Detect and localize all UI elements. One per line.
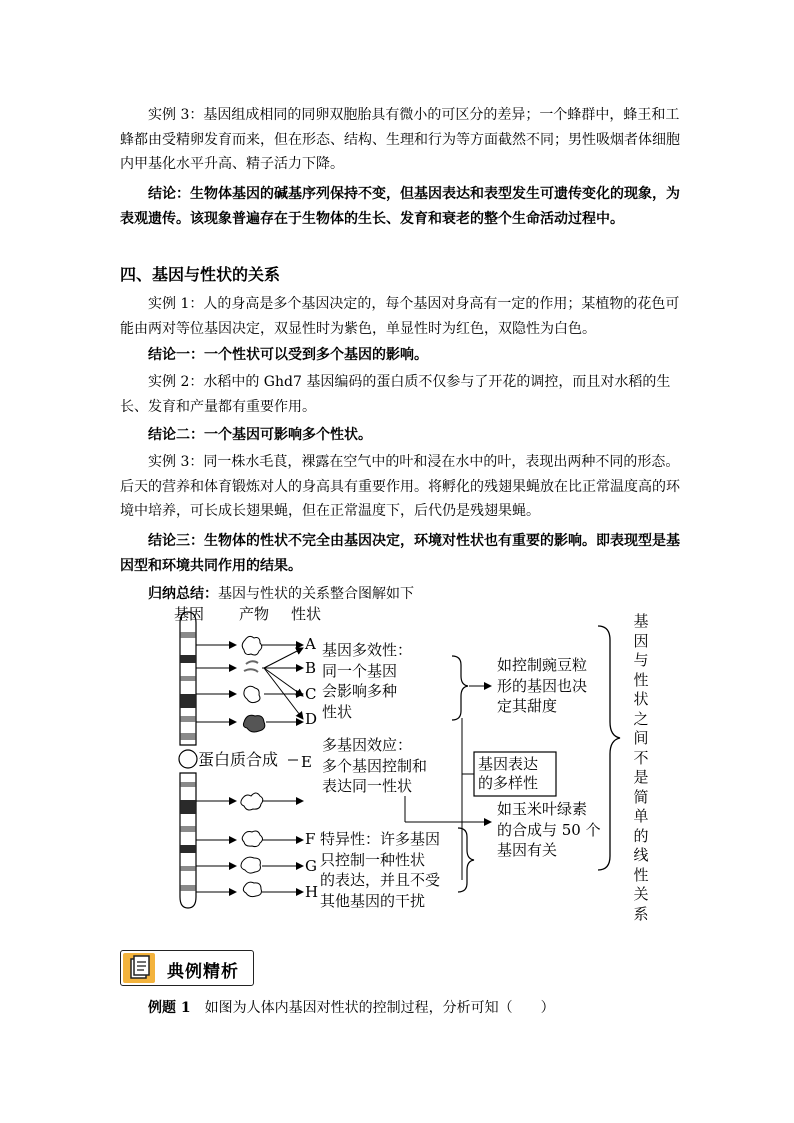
vchar: 间 xyxy=(633,729,649,747)
polygenic-text xyxy=(322,735,427,797)
conclusion-1: 结论一：一个性状可以受到多个基因的影响。 xyxy=(148,347,428,363)
protein-1 xyxy=(242,636,262,655)
trait-label-h: H xyxy=(305,883,319,901)
polygenic-line: 多个基因控制和 xyxy=(322,756,428,775)
corn-line: 如玉米叶绿素 xyxy=(497,800,588,818)
col-header-gene: 基因 xyxy=(174,605,205,623)
pleiotropy-line: 性状 xyxy=(322,702,353,721)
protein-6 xyxy=(242,831,262,847)
vchar: 因 xyxy=(633,631,649,650)
col-header-trait: 性状 xyxy=(291,605,322,623)
specificity-bracket xyxy=(458,828,474,892)
vchar: 线 xyxy=(633,846,649,864)
corn-example-text xyxy=(497,799,601,861)
expression-diversity-text xyxy=(478,755,538,793)
protein-7 xyxy=(241,857,260,873)
pleiotropy-line: 会影响多种 xyxy=(322,682,398,700)
vchar: 基 xyxy=(633,612,649,630)
conclusion-2: 结论二：一个基因可影响多个性状。 xyxy=(148,427,372,443)
pleiotropy-bracket xyxy=(452,656,468,720)
vchar: 不 xyxy=(633,748,649,767)
badge-label: 典例精析 xyxy=(167,962,239,982)
protein-synthesis-label: 蛋白质合成 xyxy=(198,750,279,769)
example-1-paragraph: 实例 1：人的身高是多个基因决定的，每个基因对身高有一定的作用；某植物的花色可能由两对等位基因决定，双显性时为紫色，单显性时为红色，双隐性为白色。 xyxy=(120,296,680,337)
conclusion-text: 生物体基因的碱基序列保持不变，但基因表达和表型发生可遗传变化的现象，为表观遗传。该现象普遍存在于生物体的生长、发育和衰老的整个生命活动过程中。 xyxy=(120,186,680,227)
vchar: 之 xyxy=(633,709,649,728)
vchar: 性 xyxy=(633,865,649,884)
polygenic-line: 多基因效应： xyxy=(322,736,413,754)
vertical-conclusion xyxy=(629,612,653,924)
protein-5 xyxy=(241,793,263,810)
pleiotropy-line: 基因多效性： xyxy=(322,641,413,659)
trait-label-g: G xyxy=(305,857,317,875)
section-heading: 四、基因与性状的关系 xyxy=(120,265,281,284)
protein-8 xyxy=(243,882,261,896)
pea-example-text xyxy=(497,655,587,717)
vchar: 是 xyxy=(633,768,649,786)
example-3-paragraph: 实例 3：基因组成相同的同卵双胞胎具有微小的可区分的差异；一个蜂群中，蜂王和工蜂都由受精卵发育而来，但在形态、结构、生理和行为等方面截然不同；男性吸烟者体细胞内甲基化水平升高、精子活力下降。 xyxy=(120,107,680,172)
trait-label-f: F xyxy=(305,830,316,848)
protein-4 xyxy=(243,715,264,732)
conclusion-label: 结论： xyxy=(148,186,190,202)
trait-label-b: B xyxy=(305,659,317,677)
col-header-product: 产物 xyxy=(239,605,270,623)
pleiotropy-text xyxy=(322,640,412,722)
trait-label-e: E xyxy=(301,753,312,771)
pea-line: 定其甜度 xyxy=(497,697,558,715)
summary-label: 归纳总结： xyxy=(148,586,218,602)
vchar: 状 xyxy=(633,690,649,708)
question-label: 例题 1 xyxy=(148,1000,191,1016)
pea-line: 形的基因也决 xyxy=(497,676,588,695)
trait-label-a: A xyxy=(305,635,316,653)
protein-2 xyxy=(244,661,258,672)
example-2-paragraph: 实例 2：水稻中的 Ghd7 基因编码的蛋白质不仅参与了开花的调控，而且对水稻的生长、发育和产量都有重要作用。 xyxy=(120,374,671,415)
vchar: 系 xyxy=(633,904,649,923)
trait-label-d: D xyxy=(305,710,318,728)
pleiotropy-line: 同一个基因 xyxy=(322,661,398,680)
corn-line: 基因有关 xyxy=(497,841,558,859)
expression-line: 基因表达 xyxy=(478,755,539,773)
document-icon xyxy=(123,953,155,983)
vchar: 简 xyxy=(633,787,649,806)
pea-line: 如控制豌豆粒 xyxy=(497,656,588,674)
specificity-line: 的表达，并且不受 xyxy=(320,871,441,889)
example-3b-paragraph: 实例 3：同一株水毛茛，裸露在空气中的叶和浸在水中的叶，表现出两种不同的形态。后天的营养和体育锻炼对人的身高具有重要作用。将孵化的残翅果蝇放在比正常温度高的环境中培养，可长成长翅果蝇，但在正常温度下，后代仍是残翅果蝇。 xyxy=(120,454,680,519)
corn-line: 的合成与 50 个 xyxy=(497,820,601,839)
summary-text: 基因与性状的关系整合图解如下 xyxy=(218,586,414,602)
protein-3 xyxy=(244,686,260,702)
example-section-badge xyxy=(120,950,254,986)
vchar: 关 xyxy=(633,885,649,903)
specificity-line: 只控制一种性状 xyxy=(320,850,426,869)
trait-label-c: C xyxy=(305,685,317,703)
polygenic-line: 表达同一性状 xyxy=(322,777,413,795)
vchar: 与 xyxy=(633,651,649,669)
specificity-line: 其他基因的干扰 xyxy=(320,891,426,910)
pleiotropy-fan xyxy=(264,648,303,719)
vchar: 性 xyxy=(633,670,649,689)
specificity-text xyxy=(320,829,440,911)
specificity-line: 特异性：许多基因 xyxy=(320,830,441,848)
summary-bracket xyxy=(598,626,620,870)
vchar: 单 xyxy=(633,807,649,825)
question-text: 如图为人体内基因对性状的控制过程，分析可知（ ） xyxy=(204,1000,555,1016)
vchar: 的 xyxy=(633,826,649,845)
conclusion-3: 结论三：生物体的性状不完全由基因决定，环境对性状也有重要的影响。即表现型是基因型和环境共同作用的结果。 xyxy=(120,533,680,574)
question-1 xyxy=(148,997,555,1017)
expression-line: 的多样性 xyxy=(478,774,539,792)
